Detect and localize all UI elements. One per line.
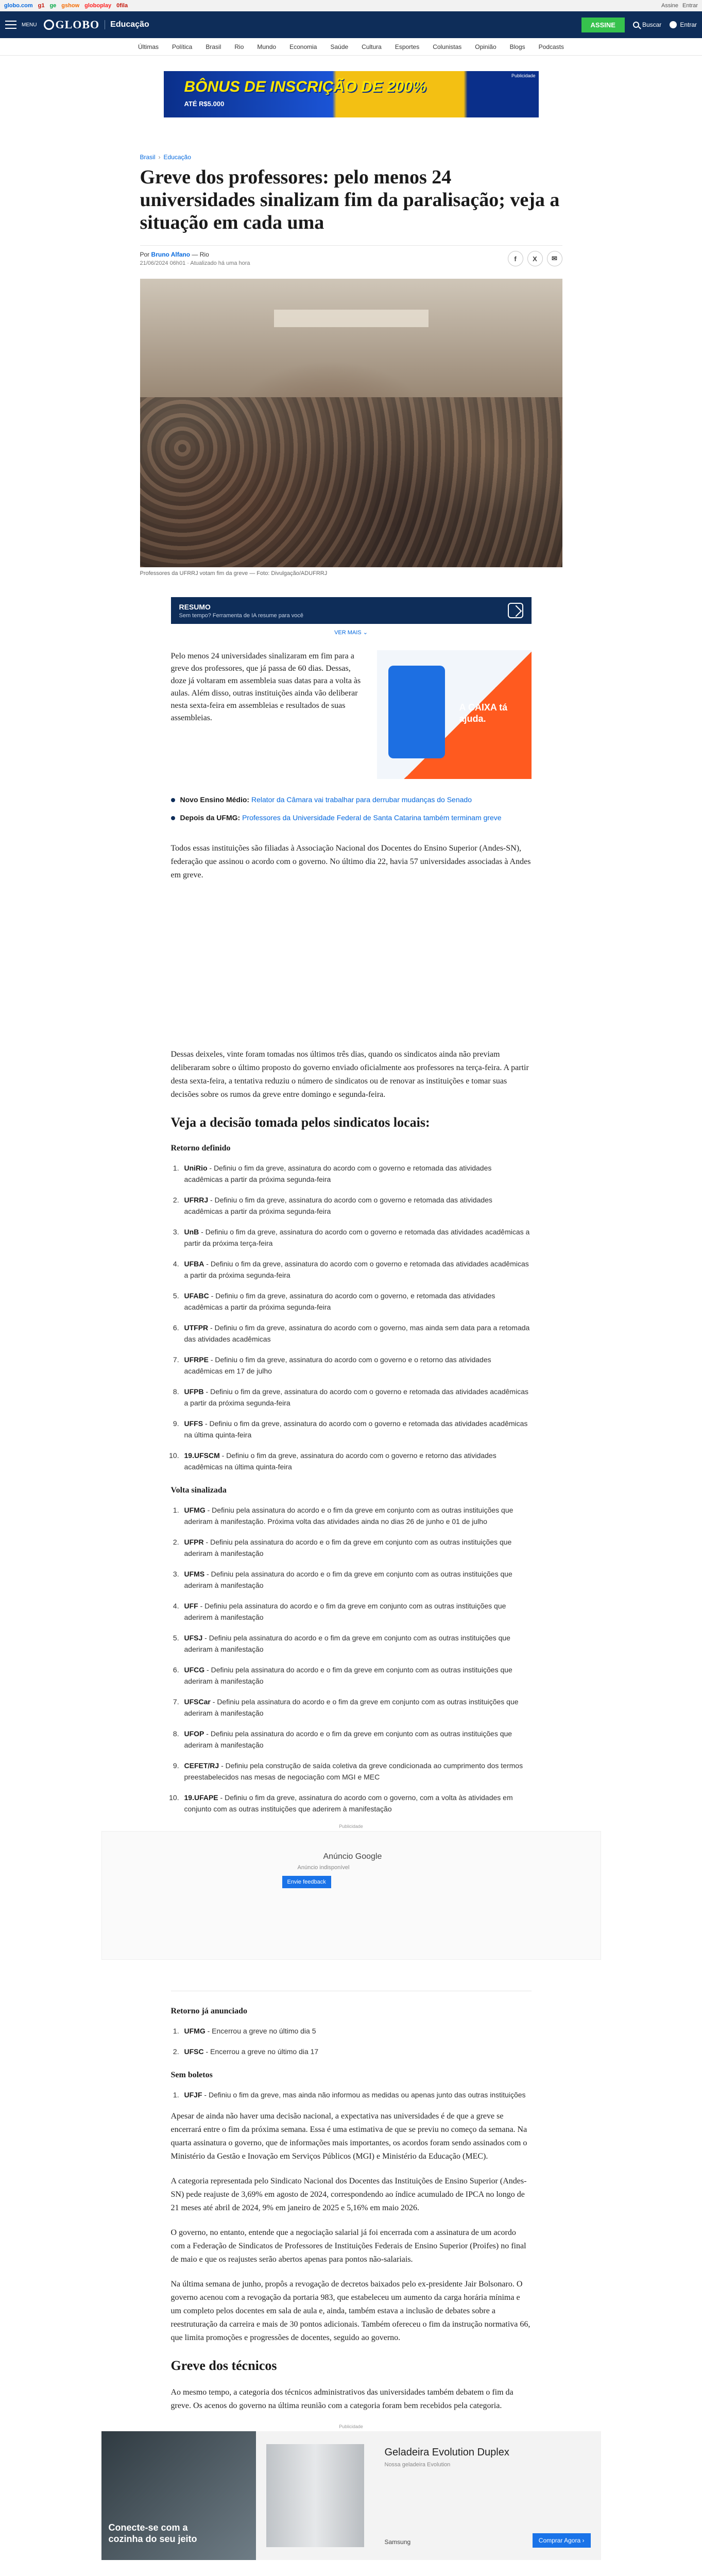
university-name: UFRPE — [184, 1355, 209, 1364]
byline — [140, 251, 250, 266]
list-item: 6. UFCG - Definiu pela assinatura do acordo e o fim da greve em conjunto com as outras instituições que aderiram à manifestação — [181, 1664, 532, 1687]
nav-item-mundo[interactable]: Mundo — [257, 43, 277, 50]
share-buttons — [508, 251, 562, 266]
related-link[interactable]: Professores da Universidade Federal de Santa Catarina também terminam greve — [242, 814, 502, 822]
resumo-expand-icon[interactable] — [508, 603, 523, 618]
nav-item-ultimas[interactable]: Últimas — [138, 43, 159, 50]
university-name: UFOP — [184, 1730, 204, 1738]
university-name: UFPR — [184, 1538, 204, 1546]
ver-mais-button[interactable]: VER MAIS ⌄ — [334, 630, 368, 636]
university-name: UFABC — [184, 1292, 209, 1300]
ad-label: Publicidade — [339, 2424, 363, 2429]
list-item: 4. UFF - Definiu pela assinatura do acordo e o fim da greve em conjunto com as outras instituições que aderirem à manifestação — [181, 1600, 532, 1623]
list-item: 9. CEFET/RJ - Definiu pela construção de saída coletiva da greve condicionada ao cumprimento dos termos preestabelecidos nas mesas de negociação com MGI e MEC — [181, 1760, 532, 1783]
university-status: Definiu pela assinatura do acordo e o fim da greve em conjunto com as outras instituições que aderiram à manifestação — [184, 1634, 510, 1653]
share-x-icon[interactable]: X — [527, 251, 543, 266]
subheading-retorno-anunciado: Retorno já anunciado — [170, 2007, 247, 2015]
bottom-ad-subtitle: Nossa geladeira Evolution — [384, 2462, 451, 2468]
breadcrumb-brasil[interactable]: Brasil — [140, 154, 156, 161]
article-body — [108, 650, 585, 2576]
ad-label: Publicidade — [339, 1824, 363, 1829]
side-ad-card-image — [388, 666, 445, 758]
ver-mais-label: VER MAIS — [334, 630, 362, 636]
resumo-title: RESUMO — [179, 602, 211, 611]
nav-item-cultura[interactable]: Cultura — [362, 43, 382, 50]
bottom-ad-cta-label: Comprar Agora — [538, 2537, 581, 2544]
nav-item-colunistas[interactable]: Colunistas — [433, 43, 462, 50]
bottom-ad-product: Geladeira Evolution Duplex — [384, 2447, 509, 2458]
university-name: UFMG — [184, 2027, 206, 2035]
list-item: 1. UFMG - Encerrou a greve no último dia 5 — [181, 2025, 532, 2037]
photo-caption: Professores da UFRRJ votam fim da greve — Foto: Divulgação/ADUFRRJ — [140, 570, 328, 577]
site-logo[interactable] — [44, 18, 99, 31]
body-paragraph: Ao mesmo tempo, a categoria dos técnicos administrativos das universidades também debatem o fim da greve. Os acenos do governo na última reunião com a categoria foram bem recebidos pela categoria. — [170, 2388, 513, 2410]
nav-item-saude[interactable]: Saúde — [330, 43, 349, 50]
university-name: UFBA — [184, 1260, 204, 1268]
google-ad — [101, 1831, 601, 1960]
nav-item-rio[interactable]: Rio — [234, 43, 244, 50]
article — [108, 117, 585, 2576]
login-button[interactable] — [670, 21, 697, 28]
globo-top-bar — [0, 0, 702, 11]
university-status: Definiu o fim da greve, assinatura do acordo com o governo e retomada das atividades acadêmicas a partir da próxima segunda-feira — [184, 1260, 529, 1279]
google-ad-title: Anúncio Google — [323, 1852, 382, 1861]
search-icon — [633, 22, 639, 28]
login-label: Entrar — [680, 21, 697, 28]
nav-item-podcasts[interactable]: Podcasts — [538, 43, 564, 50]
photo-crowd — [140, 397, 562, 567]
lead-paragraph: Pelo menos 24 universidades sinalizaram em fim para a greve dos professores, que já passa de 60 dias. Dessas, doze já voltaram em assembleia suas datas para a volta às aulas. Além disso, outras instituições ainda vão deliberar nesta sexta-feira em assembleias e resultados de suas assembleias. — [170, 652, 361, 722]
search-button[interactable] — [633, 21, 661, 28]
byline-connector: — Rio — [192, 251, 209, 258]
breadcrumb — [140, 154, 562, 161]
nav-item-opiniao[interactable]: Opinião — [475, 43, 496, 50]
bottom-ad-fridge-image — [266, 2444, 364, 2547]
menu-label[interactable]: MENU — [22, 22, 37, 28]
globo-brand-link[interactable]: globo.com — [4, 3, 33, 9]
university-status: Definiu o fim da greve, assinatura do acordo com o governo e retomada das atividades acadêmicas a partir da próxima segunda-feira — [184, 1164, 492, 1183]
list-item: 10. 19.UFSCM - Definiu o fim da greve, assinatura do acordo com o governo e retorno das atividades acadêmicas na última quinta-feira — [181, 1450, 532, 1472]
globo-link-g1[interactable]: g1 — [38, 3, 45, 9]
list-item: 8. UFPB - Definiu o fim da greve, assinatura do acordo com o governo e retomada das atividades acadêmicas a partir da próxima segunda-feira — [181, 1386, 532, 1409]
university-name: CEFET/RJ — [184, 1761, 219, 1770]
list-item: 2. UFPR - Definiu pela assinatura do acordo e o fim da greve em conjunto com as outras instituições que aderiram à manifestação — [181, 1536, 532, 1559]
section-title[interactable]: Educação — [105, 20, 149, 29]
resumo-box[interactable] — [171, 597, 532, 624]
top-ad-title: BÔNUS DE INSCRIÇÃO DE 200% — [184, 78, 426, 95]
related-tag: Depois da UFMG: — [180, 814, 241, 822]
university-name: UnB — [184, 1228, 199, 1236]
globo-link-gshow[interactable]: gshow — [61, 3, 80, 9]
university-name: UniRio — [184, 1164, 208, 1172]
list-item: 8. UFOP - Definiu pela assinatura do acordo e o fim da greve em conjunto com as outras instituições que aderiram à manifestação — [181, 1728, 532, 1751]
list-item: 4. UFBA - Definiu o fim da greve, assinatura do acordo com o governo e retomada das atividades acadêmicas a partir da próxima segunda-feira — [181, 1258, 532, 1281]
university-status: Definiu o fim da greve, assinatura do acordo com o governo, mas ainda sem data para a retomada das atividades acadêmicas — [184, 1324, 530, 1343]
university-status: Definiu pela assinatura do acordo e o fim da greve em conjunto com as outras instituições que aderiram à manifestação — [184, 1538, 512, 1557]
university-name: UFSCar — [184, 1698, 211, 1706]
bottom-ad[interactable] — [101, 2431, 601, 2560]
logo-o-icon — [44, 20, 54, 30]
section-nav — [0, 38, 702, 56]
globo-link-0fila[interactable]: 0fila — [116, 3, 128, 9]
list-sem-boletos — [181, 2089, 532, 2100]
body-paragraph: Dessas deixeles, vinte foram tomadas nos últimos três dias, quando os sindicatos ainda não previam deliberaram sobre o último proposto do governo enviado oficialmente aos professores na terça-feira. A partir desta sexta-feira, a tentativa reduziu o número de sindicatos ou de renovar as instituições e tomar suas decisões sobre os rumos da greve entre domingo e segunda-feira. — [170, 1050, 529, 1099]
list-item: 9. UFFS - Definiu o fim da greve, assinatura do acordo com o governo e retomada das atividades acadêmicas na última quinta-feira — [181, 1418, 532, 1440]
list-volta-sinalizada — [181, 1504, 532, 1815]
lead-wrap — [171, 650, 532, 779]
top-banner-ad[interactable] — [164, 71, 539, 117]
list-item: 3. UnB - Definiu o fim da greve, assinatura do acordo com o governo e retomada das atividades acadêmicas a partir da próxima terça-feira — [181, 1226, 532, 1249]
list-item: 5. UFABC - Definiu o fim da greve, assinatura do acordo com o governo, e retomada das atividades acadêmicas a partir da próxima segunda-feira — [181, 1290, 532, 1313]
list-item: 1. UFJF - Definiu o fim da greve, mas ainda não informou as medidas ou apenas junto das outras instituições — [181, 2089, 532, 2100]
university-status: Definiu pela assinatura do acordo e o fim da greve em conjunto com as outras instituições que aderiram à manifestação — [184, 1666, 512, 1685]
related-item — [171, 794, 532, 805]
article-title: Greve dos professores: pelo menos 24 universidades sinalizam fim da paralisação; veja a situação em cada uma — [140, 166, 560, 233]
body-paragraph: A categoria representada pelo Sindicato Nacional dos Docentes das Instituições de Ensino Superior (Andes-SN) pede reajuste de 3,69% em agosto de 2024, correspondendo ao índice acumulado de IPCA no longo de 21 meses até abril de 2024, 9% em janeiro de 2025 e 5,16% em maio 2026. — [170, 2177, 527, 2212]
university-name: 19.UFSCM — [184, 1451, 220, 1460]
site-header — [0, 11, 702, 38]
google-ad-subtitle: Anúncio indisponível — [297, 1865, 350, 1871]
list-retorno-anunciado — [181, 2025, 532, 2057]
bottom-ad-cta-button[interactable]: Comprar Agora › — [533, 2533, 591, 2548]
section-heading-tecnicos: Greve dos técnicos — [170, 2358, 277, 2373]
publish-date: 21/06/2024 06h01 · Atualizado há uma hora — [140, 260, 250, 266]
university-name: UFFS — [184, 1419, 203, 1428]
body-paragraph: O governo, no entanto, entende que a negociação salarial já foi encerrada com a assinatura de um acordo com a Federação de Sindicatos de Professores de Instituições Federais de Ensino Superior (Proifes) no final de maio e que os reajustes serão abertos apenas para pontos não-salariais. — [170, 2228, 526, 2264]
related-tag: Novo Ensino Médio: — [180, 795, 250, 804]
university-name: UFSC — [184, 2047, 204, 2056]
list-item: 1. UniRio - Definiu o fim da greve, assinatura do acordo com o governo e retomada das atividades acadêmicas a partir da próxima segunda-feira — [181, 1162, 532, 1185]
assine-button[interactable]: ASSINE — [581, 18, 625, 32]
university-name: UFMS — [184, 1570, 205, 1578]
university-name: UFRRJ — [184, 1196, 209, 1204]
hamburger-menu-icon[interactable] — [5, 21, 16, 29]
list-item: 10. 19.UFAPE - Definiu o fim da greve, assinatura do acordo com o governo, com a volta às atividades em conjunto com as outras instituições que aderirem à manifestação — [181, 1792, 532, 1815]
bottom-ad-image — [101, 2431, 256, 2560]
university-status: Encerrou a greve no último dia 5 — [212, 2027, 316, 2035]
search-label: Buscar — [642, 21, 662, 28]
article-photo — [140, 279, 562, 567]
university-name: UFF — [184, 1602, 198, 1610]
university-status: Definiu o fim da greve, assinatura do acordo com o governo e retomada das atividades acadêmicas a partir da próxima segunda-feira — [184, 1387, 528, 1407]
university-name: UFPB — [184, 1387, 204, 1396]
body-paragraph: Todos essas instituições são filiadas à Associação Nacional dos Docentes do Ensino Superior (Andes-SN), federação que assinou o acordo com o governo. No último dia 22, havia 57 universidades associadas à Andes em greve. — [170, 844, 531, 879]
byline-row — [140, 245, 562, 266]
university-status: Definiu pela assinatura do acordo e o fim da greve em conjunto com as outras instituições que aderiram à manifestação — [184, 1698, 519, 1717]
subheading-retorno-definido: Retorno definido — [170, 1144, 231, 1153]
list-item: 2. UFSC - Encerrou a greve no último dia 17 — [181, 2046, 532, 2057]
related-item — [171, 812, 532, 823]
bottom-ad-brand: Samsung — [384, 2538, 411, 2546]
photo-banner — [274, 310, 429, 327]
globo-link-ge[interactable]: ge — [49, 3, 57, 9]
nav-item-politica[interactable]: Política — [172, 43, 193, 50]
related-links — [171, 794, 532, 823]
subheading-sem-boletos: Sem boletos — [170, 2071, 213, 2079]
breadcrumb-separator: › — [158, 154, 161, 161]
university-status: Definiu o fim da greve, assinatura do acordo com o governo, com a volta às atividades em conjunto com as outras instituições que aderirem à manifestação — [184, 1793, 513, 1813]
google-ad-feedback-button[interactable]: Envie feedback — [282, 1876, 331, 1888]
section-heading-decisao: Veja a decisão tomada pelos sindicatos locais: — [170, 1115, 430, 1130]
byline-prefix: Por — [140, 251, 150, 258]
globo-link-globoplay[interactable]: globoplay — [84, 3, 112, 9]
resumo-subtitle: Sem tempo? Ferramenta de IA resume para você — [179, 612, 304, 619]
list-item: 3. UFMS - Definiu pela assinatura do acordo e o fim da greve em conjunto com as outras instituições que aderiram à manifestação — [181, 1568, 532, 1591]
university-status: Definiu o fim da greve, assinatura do acordo com o governo, e retomada das atividades acadêmicas a partir da próxima segunda-feira — [184, 1292, 495, 1311]
top-ad-label: Publicidade — [511, 73, 536, 78]
list-item: 7. UFSCar - Definiu pela assinatura do acordo e o fim da greve em conjunto com as outras instituições que aderiram à manifestação — [181, 1696, 532, 1719]
university-name: UTFPR — [184, 1324, 209, 1332]
nav-item-brasil[interactable]: Brasil — [206, 43, 221, 50]
university-name: UFJF — [184, 2091, 202, 2099]
resumo-text — [179, 603, 304, 619]
list-item: 1. UFMG - Definiu pela assinatura do acordo e o fim da greve em conjunto com as outras instituições que aderiram à manifestação. Próxima volta das atividades ainda no dias 26 de junho e 01 de julho — [181, 1504, 532, 1527]
university-status: Definiu pela assinatura do acordo e o fim da greve em conjunto com as outras instituições que aderiram à manifestação — [184, 1570, 512, 1589]
bottom-ad-info — [374, 2431, 601, 2560]
breadcrumb-educacao[interactable]: Educação — [163, 154, 191, 161]
nav-item-esportes[interactable]: Esportes — [395, 43, 420, 50]
university-status: Definiu o fim da greve, assinatura do acordo com o governo e retomada das atividades acadêmicas a partir da próxima terça-feira — [184, 1228, 530, 1247]
university-name: UFMG — [184, 1506, 206, 1514]
share-facebook-icon[interactable]: f — [508, 251, 523, 266]
body-paragraph: Apesar de ainda não haver uma decisão nacional, a expectativa nas universidades é de que a greve se encerrará entre o fim da próxima semana. Essa é uma estimativa de que se previu no começo da semana. Na quarta assinatura o governo, que de informações mais importantes, os acordos foram sendo assinados com o Ministério da Gestão e Inovação em Serviços Públicos (MGI) e Ministério da Educação (MEC). — [170, 2112, 527, 2161]
university-status: Encerrou a greve no último dia 17 — [210, 2047, 319, 2056]
author-link[interactable]: Bruno Alfano — [151, 251, 191, 258]
university-status: Definiu o fim da greve, mas ainda não informou as medidas ou apenas junto das outras instituições — [208, 2091, 526, 2099]
university-status: Definiu pela construção de saída coletiva da greve condicionada ao cumprimento dos termos preestabelecidos nas mesas de negociação com MGI e MEC — [184, 1761, 523, 1781]
university-name: 19.UFAPE — [184, 1793, 218, 1802]
header-right — [581, 18, 697, 32]
logo-text: GLOBO — [55, 18, 100, 31]
university-status: Definiu pela assinatura do acordo e o fim da greve em conjunto com as outras instituições que aderiram à manifestação — [184, 1730, 512, 1749]
share-email-icon[interactable]: ✉ — [547, 251, 562, 266]
globo-bar-entrar-link[interactable]: Entrar — [682, 3, 698, 9]
university-status: Definiu o fim da greve, assinatura do acordo com o governo e retomada das atividades acadêmicas na última quinta-feira — [184, 1419, 528, 1439]
university-status: Definiu o fim da greve, assinatura do acordo com o governo e retorno das atividades acadêmicas na última quinta-feira — [184, 1451, 496, 1471]
university-status: Definiu pela assinatura do acordo e o fim da greve em conjunto com as outras instituições que aderirem à manifestação — [184, 1602, 506, 1621]
list-item: 2. UFRRJ - Definiu o fim da greve, assinatura do acordo com o governo e retomada das atividades acadêmicas a partir da próxima segunda-feira — [181, 1194, 532, 1217]
nav-item-blogs[interactable]: Blogs — [509, 43, 525, 50]
globo-bar-assine-link[interactable]: Assine — [661, 3, 679, 9]
university-name: UFSJ — [184, 1634, 203, 1642]
subheading-volta-sinalizada: Volta sinalizada — [170, 1486, 227, 1495]
university-status: Definiu o fim da greve, assinatura do acordo com o governo e retomada das atividades acadêmicas a partir da próxima segunda-feira — [184, 1196, 492, 1215]
university-status: Definiu o fim da greve, assinatura do acordo com o governo e o retorno das atividades acadêmicas em 17 de julho — [184, 1355, 491, 1375]
user-icon — [670, 21, 677, 28]
university-status: Definiu pela assinatura do acordo e o fim da greve em conjunto com as outras instituições que aderiram à manifestação. Próxima volta das atividades ainda no dias 26 de junho e 01 de julho — [184, 1506, 513, 1526]
list-item: 5. UFSJ - Definiu pela assinatura do acordo e o fim da greve em conjunto com as outras instituições que aderiram à manifestação — [181, 1632, 532, 1655]
bottom-ad-image-text: Conecte-se com a cozinha do seu jeito — [108, 2522, 197, 2544]
university-name: UFCG — [184, 1666, 205, 1674]
side-ad-text: A CAIXA tá ajuda. — [459, 702, 508, 724]
list-item: 7. UFRPE - Definiu o fim da greve, assinatura do acordo com o governo e o retorno das atividades acadêmicas em 17 de julho — [181, 1354, 532, 1377]
list-retorno-definido — [181, 1162, 532, 1472]
side-ad[interactable] — [377, 650, 532, 779]
globo-bar-right — [661, 3, 698, 9]
top-ad-subtitle: ATÉ R$5.000 — [184, 100, 225, 108]
list-item: 6. UTFPR - Definiu o fim da greve, assinatura do acordo com o governo, mas ainda sem data para a retomada das atividades acadêmicas — [181, 1322, 532, 1345]
inline-ad-slot — [171, 893, 532, 1048]
nav-item-economia[interactable]: Economia — [289, 43, 317, 50]
body-paragraph: Na última semana de junho, propôs a revogação de decretos baixados pelo ex-presidente Jair Bolsonaro. O governo acenou com a revogação da portaria 983, que estabeleceu um aumento da carga horária mínima e um completo pelos docentes em sala de aula e, ainda, também estava a inclusão de debates sobre a reestruturação da carreira e mais de 30 pontos adicionais. Também ofereceu o fim da instrução normativa 66, que limita promoções e progressões de docentes, seguido ao governo. — [170, 2280, 530, 2342]
related-link[interactable]: Relator da Câmara vai trabalhar para derrubar mudanças do Senado — [251, 795, 472, 804]
